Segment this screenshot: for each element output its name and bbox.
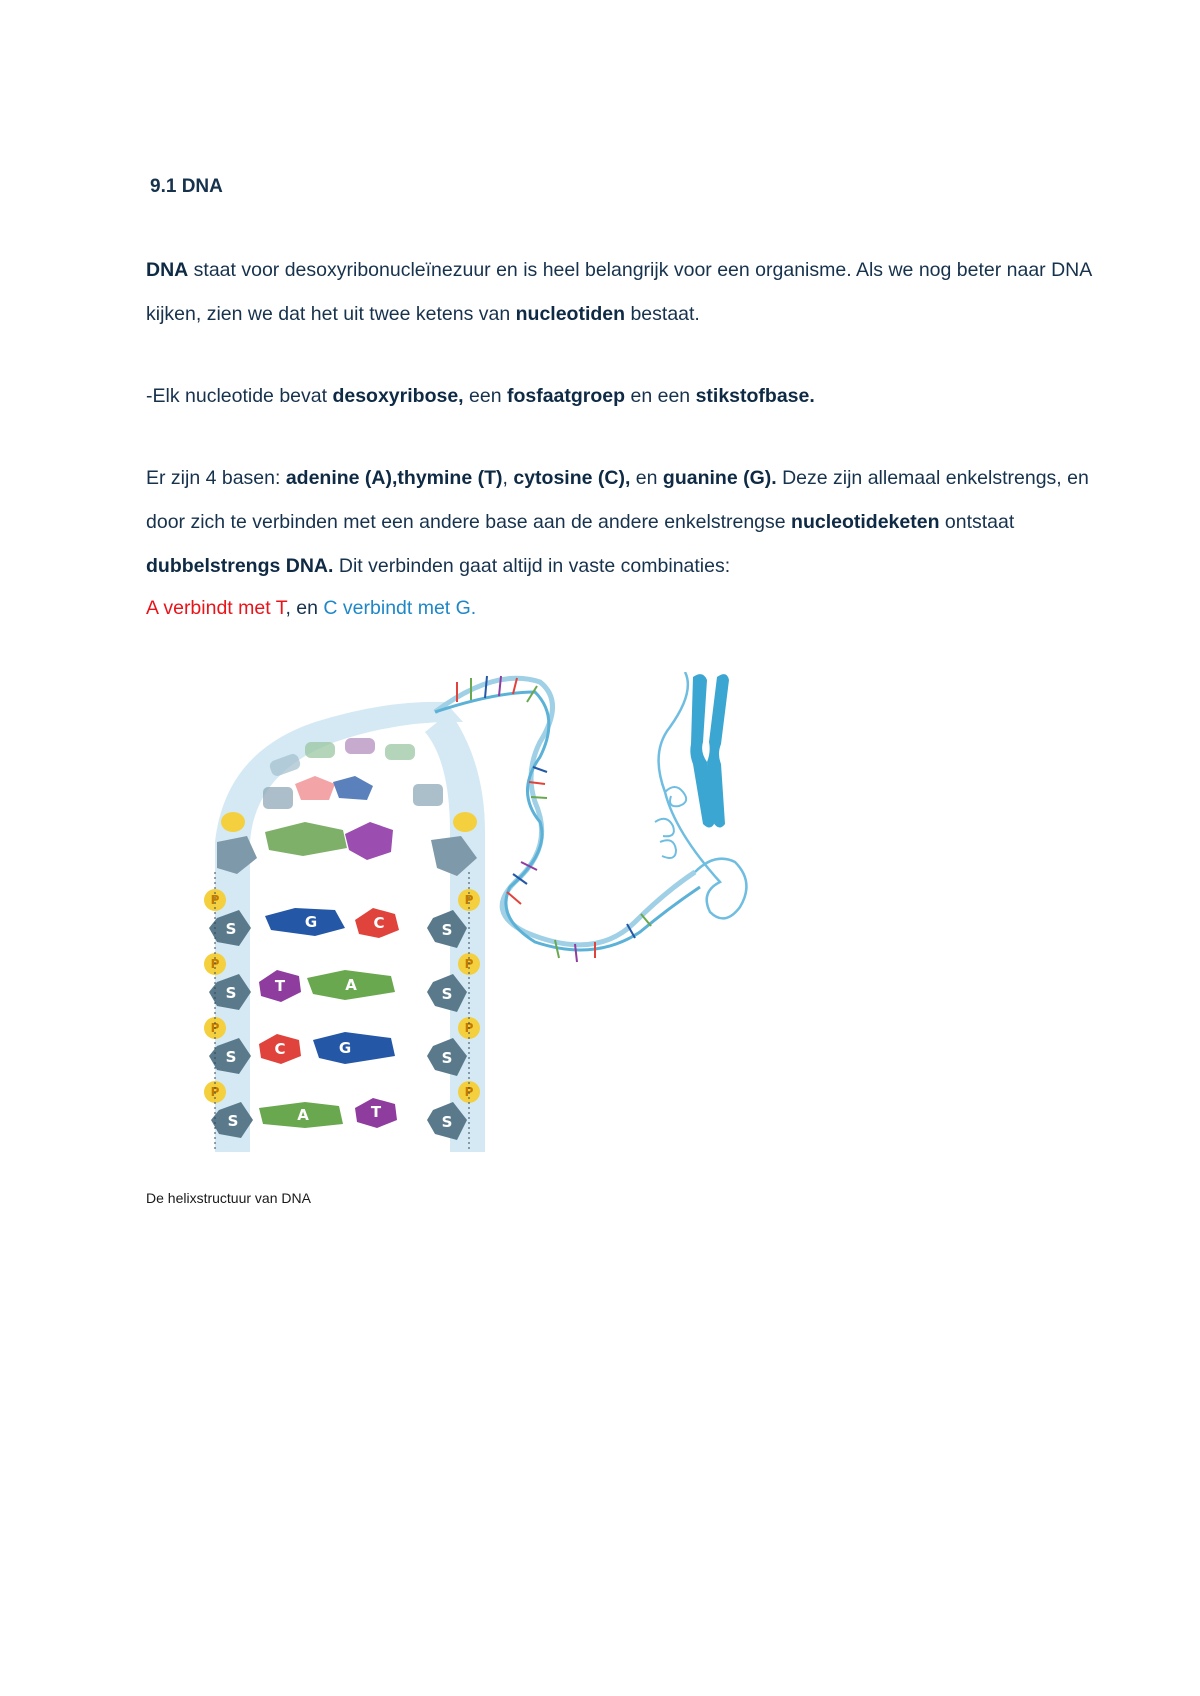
svg-text:P: P [464, 1021, 474, 1035]
base-guanine-2 [313, 1032, 395, 1064]
svg-text:S: S [441, 921, 453, 939]
svg-text:T: T [370, 1103, 382, 1121]
dna-helix-figure [195, 672, 815, 1172]
term-nucleotideketen: nucleotideketen [791, 511, 940, 533]
paragraph-bases: Er zijn 4 basen: adenine (A),thymine (T), cytosine (C), en guanine (G). Deze zijn allemaal enkelstrengs, en door zich te verbinden met een andere base aan de andere enkelstrengse nucleotideketen ontstaat dubbelstrengs DNA. Dit verbinden gaat altijd in vaste combinaties: [146, 467, 1089, 577]
section-heading: 9.1 DNA [150, 176, 223, 197]
svg-text:S: S [227, 1112, 239, 1130]
term-nucleotiden: nucleotiden [515, 303, 626, 325]
svg-text:A: A [345, 976, 357, 994]
svg-text:S: S [441, 985, 453, 1003]
svg-text:S: S [225, 984, 237, 1002]
svg-text:G: G [304, 913, 318, 931]
term-desoxyribose: desoxyribose, [332, 385, 464, 407]
svg-text:A: A [297, 1106, 309, 1124]
base-thymine-faded [345, 822, 393, 860]
term-stikstofbase: stikstofbase. [695, 385, 815, 407]
paragraph-pairing: A verbindt met T, en C verbindt met G. [146, 597, 477, 619]
term-cytosine: cytosine (C), [513, 467, 631, 489]
svg-text:S: S [225, 920, 237, 938]
svg-text:P: P [464, 1085, 474, 1099]
svg-text:P: P [210, 1021, 220, 1035]
chromosome-icon [690, 674, 729, 827]
term-guanine: guanine (G). [662, 467, 777, 489]
svg-text:S: S [441, 1113, 453, 1131]
figure-caption: De helixstructuur van DNA [146, 1190, 311, 1206]
base-adenine-faded [265, 822, 347, 856]
svg-text:P: P [210, 893, 220, 907]
pairing-c-g: C verbindt met G. [323, 597, 477, 619]
svg-text:C: C [373, 914, 385, 932]
svg-text:S: S [225, 1048, 237, 1066]
helix-rungs [457, 676, 651, 962]
svg-text:P: P [464, 957, 474, 971]
svg-text:C: C [274, 1040, 286, 1058]
term-fosfaatgroep: fosfaatgroep [506, 385, 626, 407]
paragraph-nucleotide: -Elk nucleotide bevat desoxyribose, een fosfaatgroep en een stikstofbase. [146, 385, 815, 407]
term-dna: DNA [146, 259, 189, 281]
term-adenine-thymine: adenine (A),thymine (T) [285, 467, 503, 489]
svg-text:T: T [274, 977, 286, 995]
paragraph-dna-intro: DNA staat voor desoxyribonucleïnezuur en is heel belangrijk voor een organisme. Als we nog beter naar DNA kijken, zien we dat het uit twee ketens van nucleotiden bestaat. [146, 259, 1092, 325]
svg-text:P: P [210, 1085, 220, 1099]
svg-text:S: S [441, 1049, 453, 1067]
pairing-a-t: A verbindt met T [146, 597, 286, 619]
term-dubbelstrengs-dna: dubbelstrengs DNA. [146, 555, 334, 577]
svg-text:G: G [338, 1039, 352, 1057]
svg-text:P: P [464, 893, 474, 907]
svg-text:P: P [210, 957, 220, 971]
